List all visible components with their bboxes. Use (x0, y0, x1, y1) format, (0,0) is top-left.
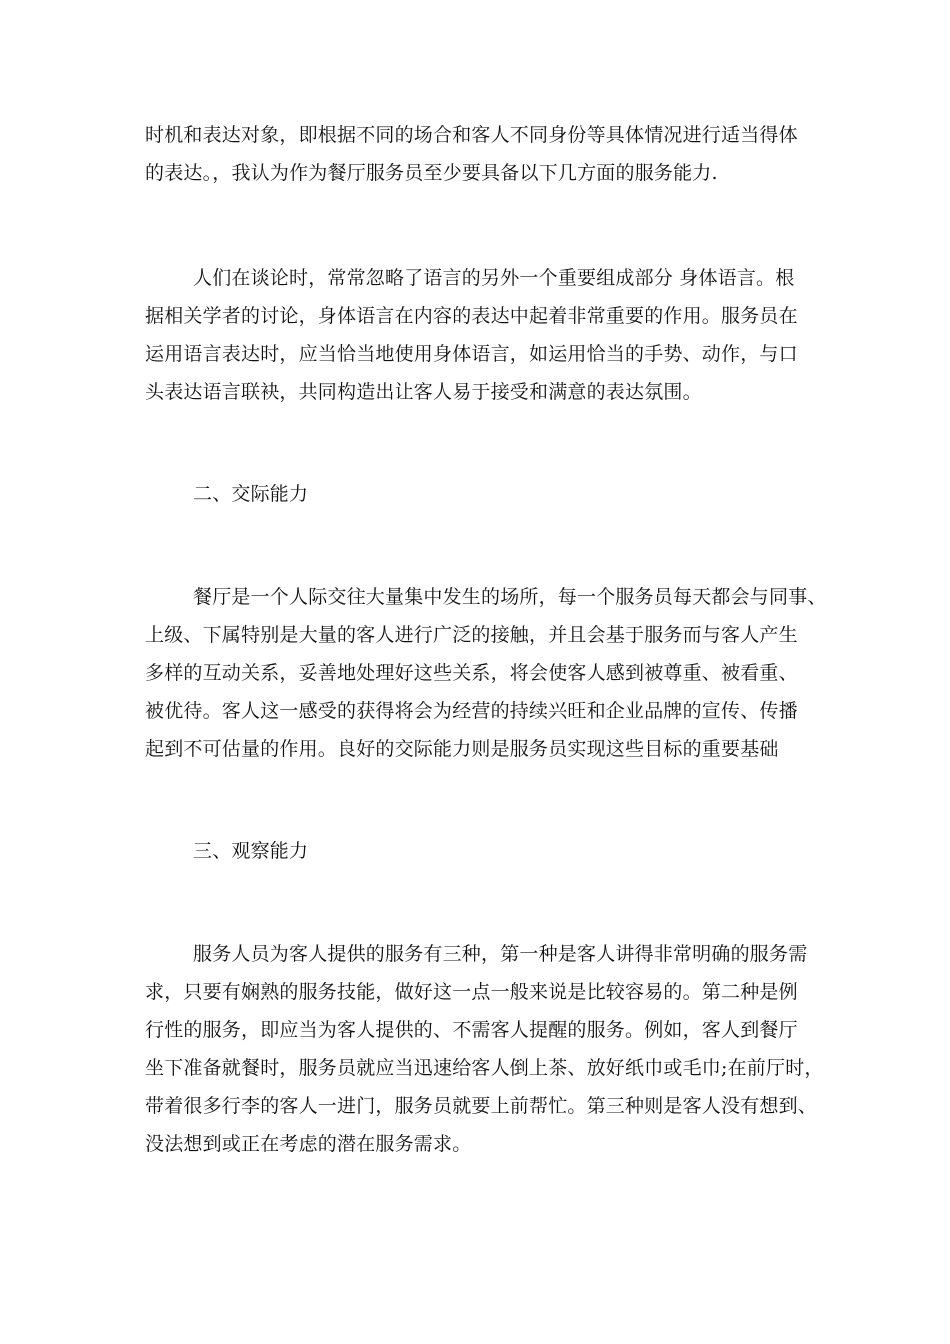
paragraph-2-line-3: 运用语言表达时，应当恰当地使用身体语言，如运用恰当的手势、动作，与口 (145, 343, 798, 365)
paragraph-1-line-2: 的表达。，我认为作为餐厅服务员至少要具备以下几方面的服务能力. (145, 162, 718, 184)
paragraph-2-line-1: 人们在谈论时，常常忽略了语言的另外一个重要组成部分 身体语言。根 (193, 267, 795, 289)
paragraph-3-line-1: 餐厅是一个人际交往大量集中发生的场所，每一个服务员每天都会与同事、 (193, 586, 827, 608)
paragraph-4-line-3: 行性的服务，即应当为客人提供的、不需客人提醒的服务。例如，客人到餐厅 (145, 1019, 798, 1041)
paragraph-3-line-5: 起到不可估量的作用。良好的交际能力则是服务员实现这些目标的重要基础 (145, 738, 779, 760)
section-heading-observation-ability: 三、观察能力 (193, 840, 309, 862)
paragraph-1-line-1: 时机和表达对象，即根据不同的场合和客人不同身份等具体情况进行适当得体 (145, 124, 798, 146)
paragraph-4-line-1: 服务人员为客人提供的服务有三种，第一种是客人讲得非常明确的服务需 (193, 943, 808, 965)
paragraph-3-line-2: 上级、下属特别是大量的客人进行广泛的接触，并且会基于服务而与客人产生 (145, 624, 798, 646)
paragraph-4-line-2: 求，只要有娴熟的服务技能，做好这一点一般来说是比较容易的。第二种是例 (145, 981, 798, 1003)
paragraph-3-line-4: 被优待。客人这一感受的获得将会为经营的持续兴旺和企业品牌的宣传、传播 (145, 700, 798, 722)
paragraph-2-line-2: 据相关学者的讨论，身体语言在内容的表达中起着非常重要的作用。服务员在 (145, 305, 798, 327)
paragraph-3-line-3: 多样的互动关系，妥善地处理好这些关系，将会使客人感到被尊重、被看重、 (145, 662, 798, 684)
paragraph-2-line-4: 头表达语言联袂，共同构造出让客人易于接受和满意的表达氛围。 (145, 381, 702, 403)
paragraph-4-line-6: 没法想到或正在考虑的潜在服务需求。 (145, 1133, 472, 1155)
paragraph-4-line-4: 坐下准备就餐时，服务员就应当迅速给客人倒上茶、放好纸巾或毛巾;在前厅时， (145, 1057, 824, 1079)
paragraph-4-line-5: 带着很多行李的客人一进门，服务员就要上前帮忙。第三种则是客人没有想到、 (145, 1095, 818, 1117)
section-heading-social-ability: 二、交际能力 (193, 483, 309, 505)
